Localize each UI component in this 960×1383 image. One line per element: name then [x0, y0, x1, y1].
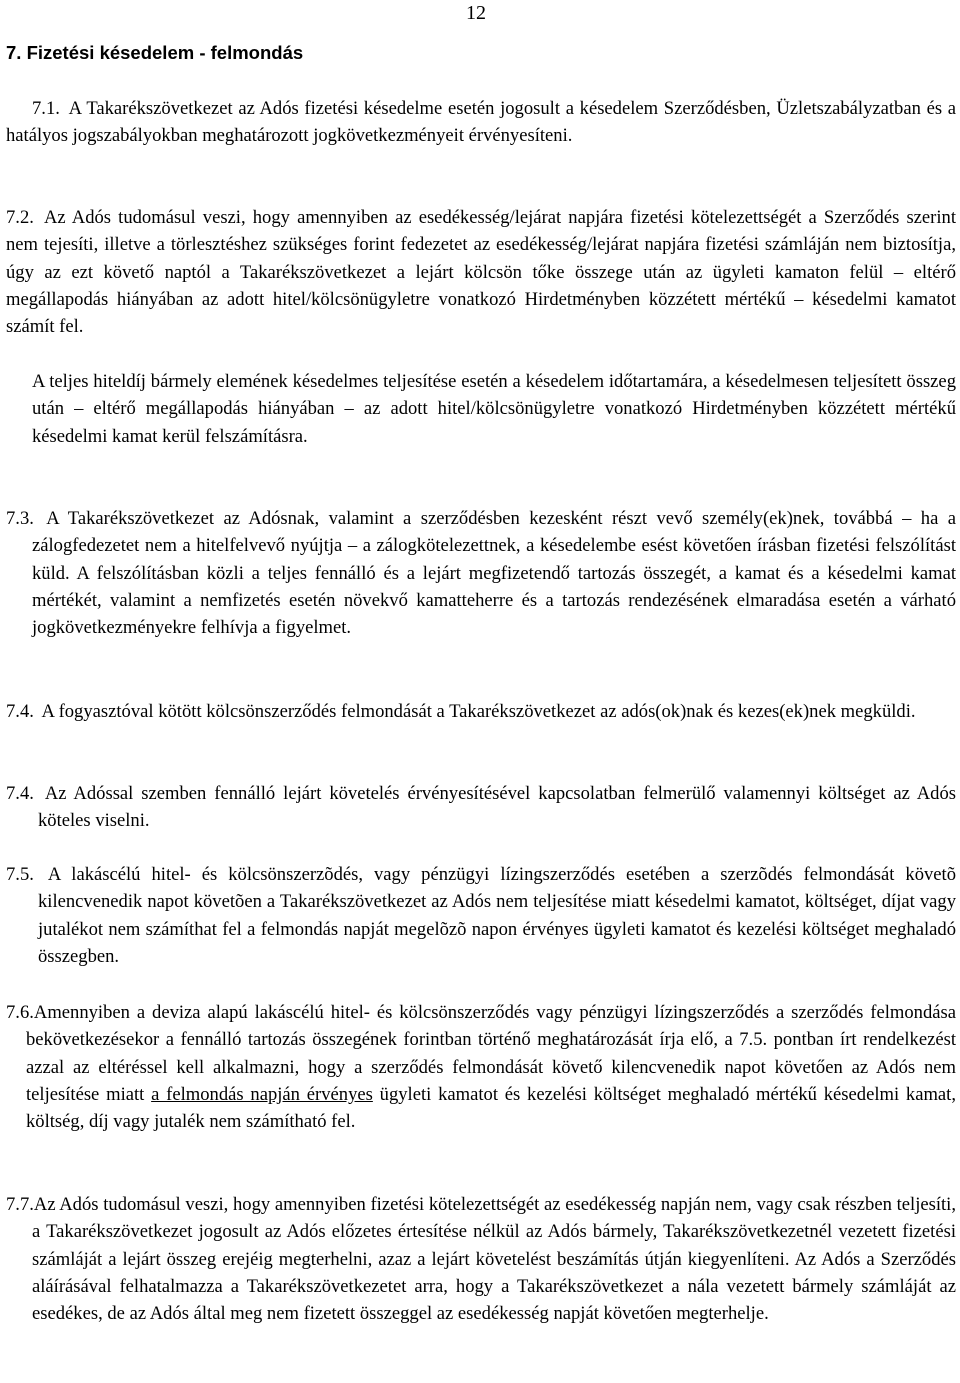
section-heading: 7. Fizetési késedelem - felmondás [6, 42, 304, 63]
paragraph-text: A Takarékszövetkezet az Adósnak, valamint a szerződésben kezesként részt vevő személy(ek)nek, továbbá – ha a zálogfedezetet nem a hitelfelvevő nyújtja – a zálogkötelezettnek, a késedelembe esést követően írásban fizetési felszólítást küld. A felszólításban közli a teljes fennálló és a lejárt megfizetendő tartozás összegét, a kamat és a késedelmi kamat mértékét, valamint a nemfizetés esetén növekvő kamatteherre és a tartozás rendezésének elmaradása esetén a várható jogkövetkezményekre felhívja a figyelmet. [32, 508, 956, 639]
paragraph-number: 7.6. [6, 1002, 34, 1023]
paragraph-7-7 [6, 1191, 956, 1327]
paragraph-number: 7.3. [6, 508, 34, 529]
paragraph-number: 7.5. [6, 864, 34, 885]
paragraph-number: 7.1. [32, 98, 60, 119]
paragraph-7-2-continued: A teljes hiteldíj bármely elemének késedelmes teljesítése esetén a késedelem időtartamára, a késedelmesen teljesített összeg után – eltérő megállapodás hiányában – az adott hitel/kölcsönügyletre vonatkozó Hirdetményben közzétett mértékű késedelmi kamat kerül felszámításra. [32, 371, 956, 447]
paragraph-text: Az Adós tudomásul veszi, hogy amennyiben az esedékesség/lejárat napjára fizetési kötelezettségét a Szerződés szerint nem tejesíti, illetve a törlesztéshez szükséges forint fedezetet az esedékesség/lejárat napjára fizetési számláján nem biztosítja, úgy az ezt követő naptól a Takarékszövetkezet a lejárt kölcsön tőke összege után az ügyleti kamaton felül – eltérő megállapodás hiányában az adott hitel/kölcsönügyletre vonatkozó Hirdetményben közzétett mértékű – késedelmi kamatot számít fel. [6, 207, 957, 338]
paragraph-number: 7.4. [6, 783, 34, 804]
paragraph-text-end: ügyleti kamatot és kezelési költséget meghaladó mértékű késedelmi kamat, költség, díj vagy jutalék nem számítható fel. [26, 1083, 956, 1133]
paragraph-text: A lakáscélú hitel- és kölcsönszerzõdés, vagy pénzügyi lízingszerződés esetében a szerzõdés felmondását követõ kilencvenedik napot követõen a Takarékszövetkezet az Adós nem teljesítése miatt késedelmi kamatot, költséget, díjat vagy jutalékot nem számíthat fel a felmondás napját megelõzõ napon érvényes ügyleti kamatot és kezelési költséget meghaladó összegben. [38, 864, 957, 967]
paragraph-7-5 [6, 861, 956, 970]
paragraph-text: Amennyiben a deviza alapú lakáscélú hitel- és kölcsönszerződés vagy pénzügyi lízingszerződés a szerződés felmondása bekövetkezésekor a fennálló tartozás összegének forintban történő meghatározását írja elő, a 7.5. pontban írt rendelkezést azzal az eltéréssel kell alkalmazni, hogy a szerződés felmondását követő kilencvenedik napot követően az Adós nem teljesítése miatt [26, 1002, 956, 1105]
paragraph-7-6 [6, 999, 956, 1135]
paragraph-number: 7.4. [6, 701, 34, 722]
paragraph-7-1 [6, 95, 956, 150]
paragraph-text: Az Adóssal szemben fennálló lejárt követelés érvényesítésével kapcsolatban felmerülő valamennyi költséget az Adós köteles viselni. [38, 783, 957, 832]
paragraph-7-2 [6, 204, 956, 340]
paragraph-number: 7.7. [6, 1194, 34, 1215]
paragraph-7-4-first [6, 698, 956, 725]
paragraph-number: 7.2. [6, 207, 34, 228]
page-number: 12 [466, 2, 486, 24]
paragraph-text: A Takarékszövetkezet az Adós fizetési késedelme esetén jogosult a késedelem Szerződésben, Üzletszabályzatban és a hatályos jogszabályokban meghatározott jogkövetkezményeit érvényesíteni. [6, 98, 957, 147]
paragraph-text: Az Adós tudomásul veszi, hogy amennyiben fizetési kötelezettségét az esedékesség napján nem, vagy csak részben teljesíti, a Takarékszövetkezet jogosult az Adós előzetes értesítése nélkül az Adós bármely, Takarékszövetkezetnél vezetett fizetési számláját a lejárt összeg erejéig megterhelni, azaz a lejárt követelést beszámítás útján kiegyenlíteni. Az Adós a Szerződés aláírásával felhatalmazza a Takarékszövetkezetet arra, hogy a Takarékszövetkezet a nála vezetett bármely számláját az esedékes, de az Adós által meg nem fizetett összeggel az esedékesség napját követően megterhelje. [32, 1194, 956, 1325]
paragraph-text: A fogyasztóval kötött kölcsönszerződés felmondását a Takarékszövetkezet az adós(ok)nak és kezes(ek)nek megküldi. [41, 701, 916, 722]
paragraph-7-4-second [6, 780, 956, 835]
paragraph-7-3 [6, 505, 956, 641]
underlined-phrase: a felmondás napján érvényes [151, 1083, 373, 1105]
